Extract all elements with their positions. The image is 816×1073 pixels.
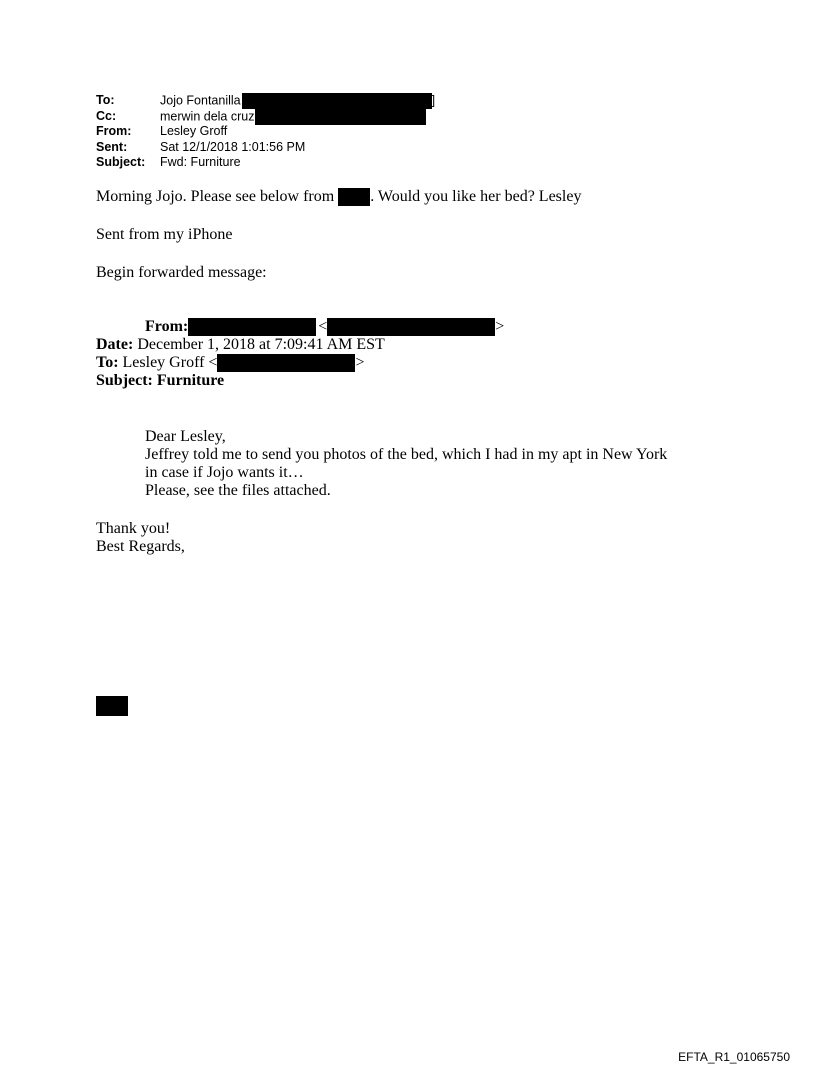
cc-value: merwin dela cruz <box>160 108 255 123</box>
greeting: Dear Lesley, <box>145 428 226 445</box>
header-sent-row <box>96 140 435 156</box>
forwarded-body <box>145 428 667 500</box>
message-line <box>96 188 581 206</box>
forwarded-header <box>96 318 504 390</box>
redaction-block <box>338 188 370 206</box>
subject-label: Subject: <box>96 155 146 169</box>
fwd-to-row <box>96 354 504 372</box>
document-id: EFTA_R1_01065750 <box>678 1050 790 1064</box>
redaction-block <box>188 318 316 336</box>
redaction-block <box>255 109 426 125</box>
regards-line: Best Regards, <box>96 538 185 555</box>
sent-label: Sent: <box>96 139 128 154</box>
sent-value: Sat 12/1/2018 1:01:56 PM <box>160 139 306 154</box>
body-line: Please, see the files attached. <box>145 482 331 499</box>
sent-from-line: Sent from my iPhone <box>96 226 233 243</box>
to-label: To: <box>96 93 115 108</box>
email-header <box>96 93 435 171</box>
fwd-subject-row <box>96 372 504 390</box>
message-text-a: Morning Jojo. Please see below from <box>96 188 339 205</box>
fwd-subject-value: Furniture <box>152 372 225 389</box>
fwd-date-value: December 1, 2018 at 7:09:41 AM EST <box>133 336 385 353</box>
header-cc-row <box>96 109 435 125</box>
message-text-b: . Would you like her bed? Lesley <box>370 188 582 205</box>
body-line: Jeffrey told me to send you photos of the bed, which I had in my apt in New York <box>145 446 668 463</box>
fwd-subject-label: Subject: <box>96 372 153 389</box>
subject-value: Fwd: Furniture <box>160 155 241 169</box>
thanks-line: Thank you! <box>96 520 171 537</box>
fwd-to-value: Lesley Groff < <box>118 354 218 371</box>
from-value: Lesley Groff <box>160 124 228 138</box>
redaction-block <box>217 354 355 372</box>
redaction-block <box>327 318 495 336</box>
begin-forwarded-line: Begin forwarded message: <box>96 264 267 281</box>
to-tail: ] <box>431 93 436 108</box>
fwd-date-label: Date: <box>96 336 134 353</box>
redaction-block <box>96 696 128 716</box>
redaction-block <box>242 93 432 109</box>
to-value: Jojo Fontanilla <box>160 93 241 108</box>
fwd-from-row <box>96 318 504 336</box>
cc-label: Cc: <box>96 108 117 123</box>
from-label: From: <box>96 124 132 138</box>
fwd-date-row <box>96 336 504 354</box>
header-subject-row <box>96 155 435 171</box>
header-to-row <box>96 93 435 109</box>
body-line: in case if Jojo wants it… <box>145 464 304 481</box>
fwd-lt: < <box>318 318 328 335</box>
fwd-to-label: To: <box>96 354 119 371</box>
closing <box>96 520 185 556</box>
fwd-to-gt: > <box>355 354 365 371</box>
fwd-gt: > <box>495 318 505 335</box>
fwd-from-label: From: <box>145 318 189 335</box>
header-from-row <box>96 124 435 140</box>
